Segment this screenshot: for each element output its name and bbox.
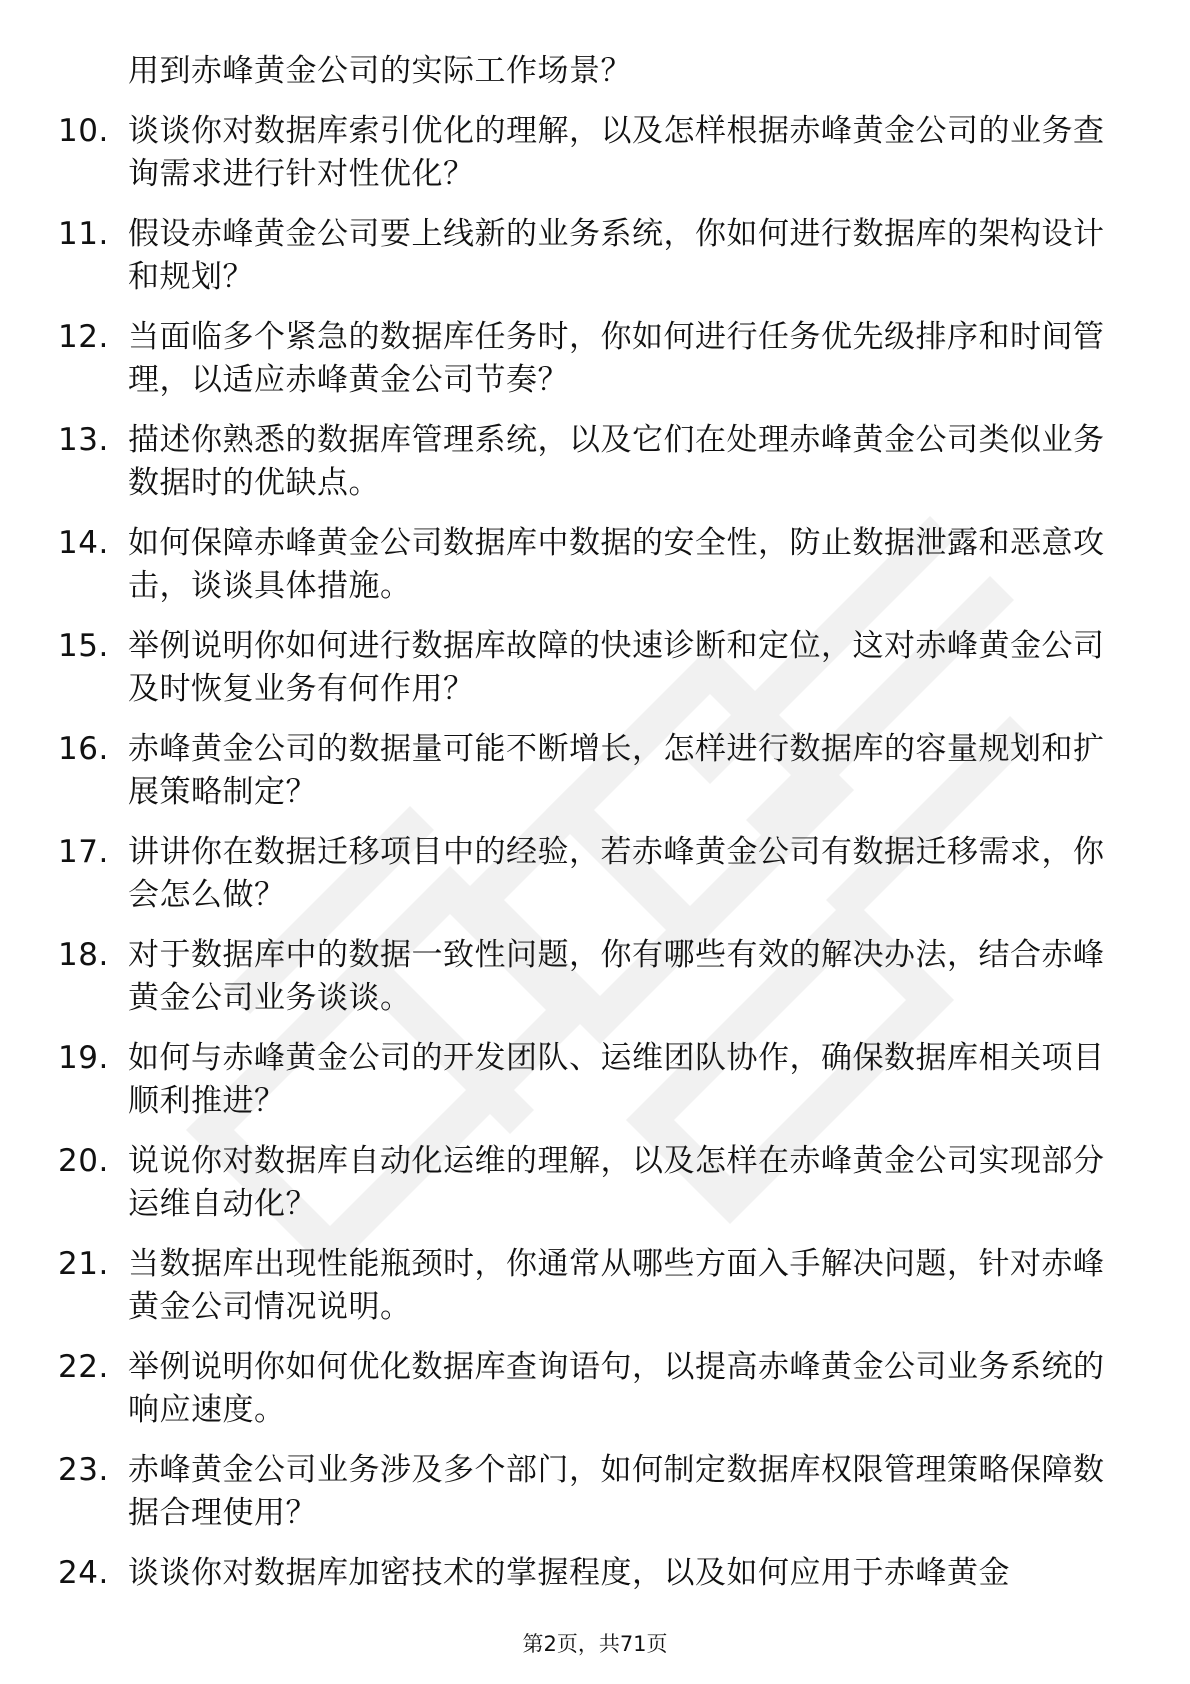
item-text: 赤峰黄金公司的数据量可能不断增长，怎样进行数据库的容量规划和扩展策略制定？ [128,731,1105,810]
page-number-label: 第2页，共71页 [522,1632,668,1656]
item-number: 22. [58,1349,109,1385]
item-number: 16. [58,731,109,767]
item-number: 17. [58,834,109,870]
list-item [0,1140,1128,1226]
item-text: 说说你对数据库自动化运维的理解，以及怎样在赤峰黄金公司实现部分运维自动化？ [128,1143,1105,1222]
item-text: 如何保障赤峰黄金公司数据库中数据的安全性，防止数据泄露和恶意攻击，谈谈具体措施。 [128,525,1105,604]
list-item [0,110,1128,196]
item-number: 20. [58,1143,109,1179]
list-item [0,1552,1128,1595]
list-item [0,1449,1128,1535]
list-item [0,213,1128,299]
item-text: 描述你熟悉的数据库管理系统，以及它们在处理赤峰黄金公司类似业务数据时的优缺点。 [128,422,1105,501]
list-item [0,831,1128,917]
item-text: 用到赤峰黄金公司的实际工作场景？ [128,53,632,89]
item-number: 11. [58,216,109,252]
item-number: 23. [58,1452,109,1488]
list-item [0,1243,1128,1329]
list-item [0,522,1128,608]
item-number: 15. [58,628,109,664]
item-text: 当数据库出现性能瓶颈时，你通常从哪些方面入手解决问题，针对赤峰黄金公司情况说明。 [128,1246,1105,1325]
list-item [0,1346,1128,1432]
item-text: 谈谈你对数据库加密技术的掌握程度，以及如何应用于赤峰黄金 [128,1555,1010,1591]
list-item [0,625,1128,711]
item-text: 赤峰黄金公司业务涉及多个部门，如何制定数据库权限管理策略保障数据合理使用？ [128,1452,1105,1531]
item-number: 19. [58,1040,109,1076]
item-number: 14. [58,525,109,561]
question-list [0,50,1190,1612]
list-item [0,934,1128,1020]
item-text: 假设赤峰黄金公司要上线新的业务系统，你如何进行数据库的架构设计和规划？ [128,216,1105,295]
item-text: 讲讲你在数据迁移项目中的经验，若赤峰黄金公司有数据迁移需求，你会怎么做？ [128,834,1105,913]
item-text: 举例说明你如何优化数据库查询语句，以提高赤峰黄金公司业务系统的响应速度。 [128,1349,1105,1428]
item-number: 24. [58,1555,109,1591]
item-text: 对于数据库中的数据一致性问题，你有哪些有效的解决办法，结合赤峰黄金公司业务谈谈。 [128,937,1105,1016]
item-number: 21. [58,1246,109,1282]
list-item [0,50,1128,93]
item-text: 谈谈你对数据库索引优化的理解，以及怎样根据赤峰黄金公司的业务查询需求进行针对性优化？ [128,113,1105,192]
item-text: 如何与赤峰黄金公司的开发团队、运维团队协作，确保数据库相关项目顺利推进？ [128,1040,1105,1119]
list-item [0,1037,1128,1123]
list-item [0,728,1128,814]
page-footer [0,1628,1190,1658]
item-text: 当面临多个紧急的数据库任务时，你如何进行任务优先级排序和时间管理，以适应赤峰黄金公司节奏？ [128,319,1105,398]
item-number: 18. [58,937,109,973]
item-number: 13. [58,422,109,458]
item-number: 10. [58,113,109,149]
item-number: 12. [58,319,109,355]
list-item [0,419,1128,505]
list-item [0,316,1128,402]
item-text: 举例说明你如何进行数据库故障的快速诊断和定位，这对赤峰黄金公司及时恢复业务有何作用？ [128,628,1105,707]
